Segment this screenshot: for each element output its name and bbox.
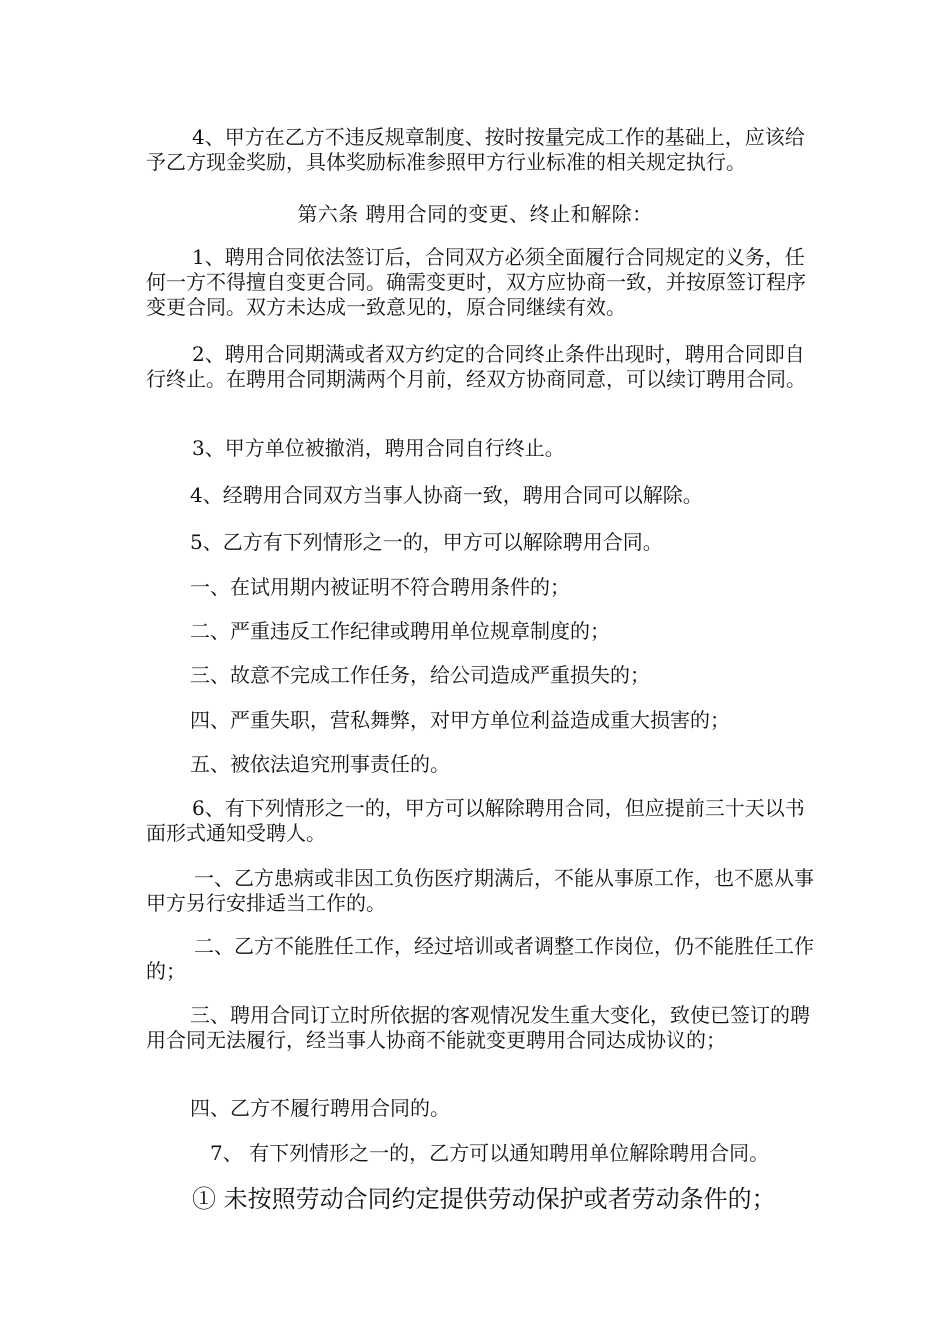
list-item-6-7-1: ① 未按照劳动合同约定提供劳动保护或者劳动条件的； — [192, 1185, 776, 1213]
section-heading-article-6: 第六条 聘用合同的变更、终止和解除： — [297, 202, 653, 226]
list-item-6-5-4: 四、严重失职，营私舞弊，对甲方单位利益造成重大损害的； — [190, 708, 730, 732]
list-item-6-6-1: 一、乙方患病或非因工负伤医疗期满后，不能从事原工作，也不愿从事甲方另行安排适当工作的。 — [146, 866, 814, 915]
paragraph-6-3: 3、甲方单位被撤消，聘用合同自行终止。 — [192, 436, 565, 460]
paragraph-5-4: 4、甲方在乙方不违反规章制度、按时按量完成工作的基础上，应该给予乙方现金奖励，具体奖励标准参照甲方行业标准的相关规定执行。 — [146, 125, 805, 174]
paragraph-6-1: 1、聘用合同依法签订后，合同双方必须全面履行合同规定的义务，任何一方不得擅自变更合同。确需变更时，双方应协商一致，并按原签订程序变更合同。双方未达成一致意见的，原合同继续有效。 — [146, 245, 806, 319]
paragraph-6-5: 5、乙方有下列情形之一的，甲方可以解除聘用合同。 — [190, 530, 663, 554]
list-item-6-5-1: 一、在试用期内被证明不符合聘用条件的； — [190, 575, 570, 599]
list-item-6-5-3: 三、故意不完成工作任务，给公司造成严重损失的； — [190, 663, 650, 687]
paragraph-6-2: 2、聘用合同期满或者双方约定的合同终止条件出现时，聘用合同即自行终止。在聘用合同期满两个月前，经双方协商同意，可以续订聘用合同。 — [146, 342, 806, 391]
list-item-6-5-2: 二、严重违反工作纪律或聘用单位规章制度的； — [190, 619, 610, 643]
paragraph-6-7: 7、 有下列情形之一的，乙方可以通知聘用单位解除聘用合同。 — [210, 1141, 770, 1165]
paragraph-6-6: 6、有下列情形之一的，甲方可以解除聘用合同，但应提前三十天以书面形式通知受聘人。 — [146, 796, 805, 845]
paragraph-6-4: 4、经聘用合同双方当事人协商一致，聘用合同可以解除。 — [190, 483, 703, 507]
list-item-6-5-5: 五、被依法追究刑事责任的。 — [190, 752, 450, 776]
list-item-6-6-2: 二、乙方不能胜任工作，经过培训或者调整工作岗位，仍不能胜任工作的； — [146, 934, 814, 983]
list-item-6-6-3: 三、聘用合同订立时所依据的客观情况发生重大变化，致使已签订的聘用合同无法履行，经当事人协商不能就变更聘用合同达成协议的； — [146, 1003, 810, 1052]
list-item-6-6-4: 四、乙方不履行聘用合同的。 — [190, 1096, 450, 1120]
